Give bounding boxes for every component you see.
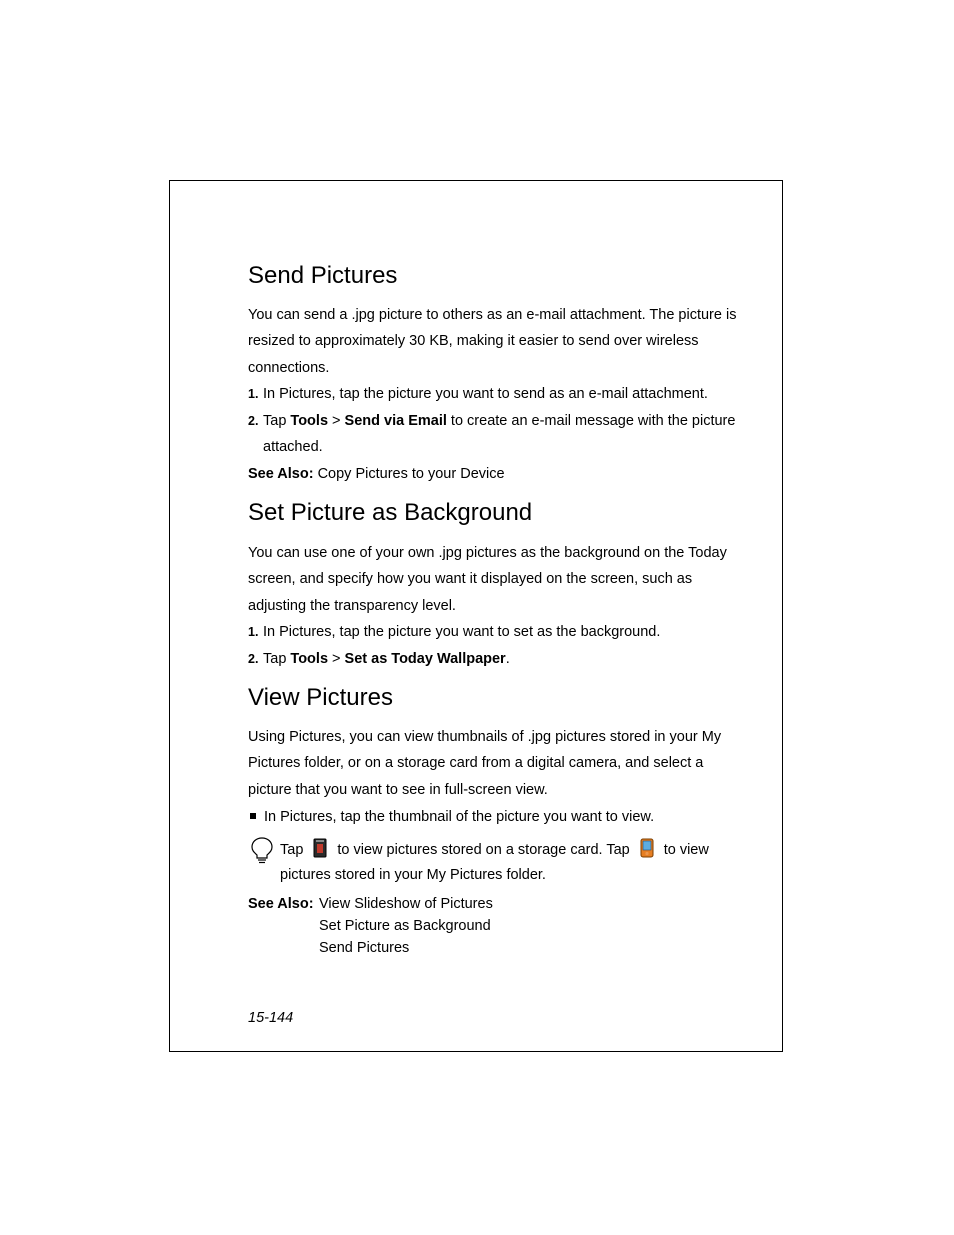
view-bullet: In Pictures, tap the thumbnail of the picture you want to view.	[248, 807, 654, 827]
step-number: 2.	[248, 414, 259, 428]
my-pictures-device-icon[interactable]	[640, 838, 654, 858]
see-also-label: See Also:	[248, 466, 314, 482]
page-number: 15-144	[248, 1010, 294, 1026]
see-also-link[interactable]: View Slideshow of Pictures	[319, 896, 493, 912]
background-intro: You can use one of your own .jpg pictures as the background on the Today screen, and specify how you want it displayed on the screen, such as adjusting the transparency level.	[248, 545, 727, 614]
see-also-label: See Also:	[248, 896, 314, 912]
send-step-2-continued: attached.	[263, 439, 323, 455]
see-also-link[interactable]: Copy Pictures to your Device	[313, 466, 505, 482]
send-intro: You can send a .jpg picture to others as an e-mail attachment. The picture is resized to approximately 30 KB, making it easier to send over wireless connections.	[248, 307, 737, 376]
step-number: 2.	[248, 652, 259, 666]
tip-line-1: Tap to view pictures stored on a storage card. Tap to view	[280, 838, 709, 860]
lightbulb-icon	[250, 836, 274, 864]
heading-send-pictures: Send Pictures	[248, 262, 398, 289]
background-step-1: 1. In Pictures, tap the picture you want to set as the background.	[248, 624, 661, 640]
view-intro: Using Pictures, you can view thumbnails of .jpg pictures stored in your My Pictures folder, or on a storage card from a digital camera, and select a picture that you want to see in full-screen view.	[248, 729, 722, 798]
step-number: 1.	[248, 387, 259, 401]
send-step-2: 2. Tap Tools > Send via Email to create an e-mail message with the picture	[248, 413, 736, 429]
bullet-square-icon	[250, 813, 256, 819]
background-step-2: 2. Tap Tools > Set as Today Wallpaper.	[248, 651, 510, 667]
send-see-also	[248, 464, 505, 484]
heading-view-pictures: View Pictures	[248, 684, 393, 711]
heading-set-background: Set Picture as Background	[248, 499, 533, 526]
storage-card-icon[interactable]	[313, 838, 327, 858]
send-step-1: 1. In Pictures, tap the picture you want to send as an e-mail attachment.	[248, 386, 708, 402]
see-also-link[interactable]: Set Picture as Background	[319, 918, 491, 934]
tip-line-2: pictures stored in your My Pictures folder.	[280, 867, 546, 883]
view-see-also	[248, 894, 314, 914]
see-also-link[interactable]: Send Pictures	[319, 940, 410, 956]
step-number: 1.	[248, 625, 259, 639]
